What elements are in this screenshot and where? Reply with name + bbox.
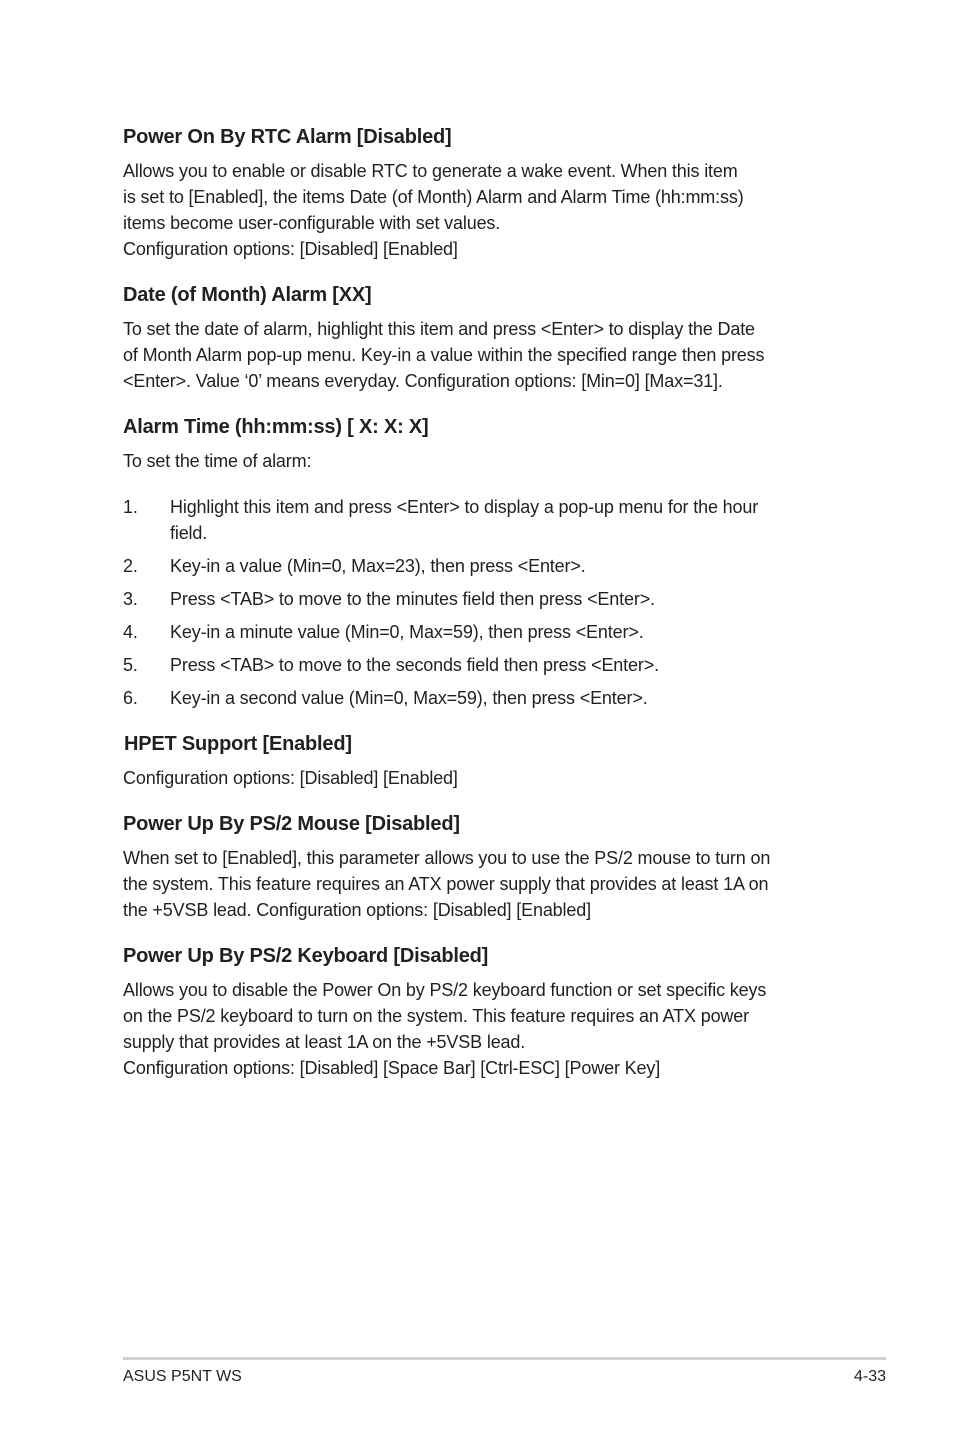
step-text: field. [170,523,208,543]
step-number: 6. [123,688,138,708]
section-title: Power Up By PS/2 Mouse [Disabled] [123,813,460,835]
config-options: Configuration options: [Disabled] [Enabled] [123,768,458,788]
step-number: 3. [123,589,138,609]
section-date-alarm [123,282,843,394]
list-item [123,553,843,579]
step-number: 5. [123,655,138,675]
step-text: Highlight this item and press <Enter> to display a pop-up menu for the hour [170,497,759,517]
body-line: supply that provides at least 1A on the +5VSB lead. [123,1032,526,1052]
body-line: is set to [Enabled], the items Date (of Month) Alarm and Alarm Time (hh:mm:ss) [123,187,744,207]
body-line: of Month Alarm pop-up menu. Key-in a value within the specified range then press [123,345,765,365]
body-line: the +5VSB lead. Configuration options: [Disabled] [Enabled] [123,900,591,920]
section-title: Alarm Time (hh:mm:ss) [ X: X: X] [123,416,429,438]
page-content [123,124,843,1101]
list-item [123,586,843,612]
step-number: 1. [123,497,138,517]
step-text: Press <TAB> to move to the minutes field then press <Enter>. [170,589,655,609]
footer-divider [123,1357,886,1360]
list-item [123,494,843,546]
step-text: Key-in a minute value (Min=0, Max=59), then press <Enter>. [170,622,644,642]
section-title: Power On By RTC Alarm [Disabled] [123,126,452,148]
step-text: Key-in a value (Min=0, Max=23), then press <Enter>. [170,556,586,576]
section-alarm-time [123,414,843,711]
step-number: 4. [123,622,138,642]
section-ps2-keyboard [123,943,843,1081]
body-line: on the PS/2 keyboard to turn on the system. This feature requires an ATX power [123,1006,749,1026]
section-hpet-support [123,731,843,791]
section-title: Date (of Month) Alarm [XX] [123,284,372,306]
step-text: Key-in a second value (Min=0, Max=59), then press <Enter>. [170,688,648,708]
body-line: Allows you to enable or disable RTC to generate a wake event. When this item [123,161,738,181]
body-line: To set the date of alarm, highlight this item and press <Enter> to display the Date [123,319,755,339]
footer-page-number: 4-33 [853,1368,886,1385]
list-item [123,685,843,711]
list-item [123,619,843,645]
body-line: the system. This feature requires an ATX power supply that provides at least 1A on [123,874,769,894]
step-text: Press <TAB> to move to the seconds field then press <Enter>. [170,655,659,675]
body-line: To set the time of alarm: [123,451,312,471]
list-item [123,652,843,678]
config-options: Configuration options: [Disabled] [Space Bar] [Ctrl-ESC] [Power Key] [123,1058,661,1078]
section-rtc-alarm [123,124,843,262]
footer-product-name: ASUS P5NT WS [123,1368,242,1385]
section-ps2-mouse [123,811,843,923]
body-line: items become user-configurable with set values. [123,213,501,233]
config-options: Configuration options: [Disabled] [Enabled] [123,239,458,259]
body-line: Allows you to disable the Power On by PS/2 keyboard function or set specific keys [123,980,767,1000]
section-title: HPET Support [Enabled] [124,733,352,755]
body-line: When set to [Enabled], this parameter allows you to use the PS/2 mouse to turn on [123,848,771,868]
steps-list [123,494,843,711]
section-title: Power Up By PS/2 Keyboard [Disabled] [123,945,489,967]
body-line: <Enter>. Value ‘0’ means everyday. Configuration options: [Min=0] [Max=31]. [123,371,723,391]
step-number: 2. [123,556,138,576]
